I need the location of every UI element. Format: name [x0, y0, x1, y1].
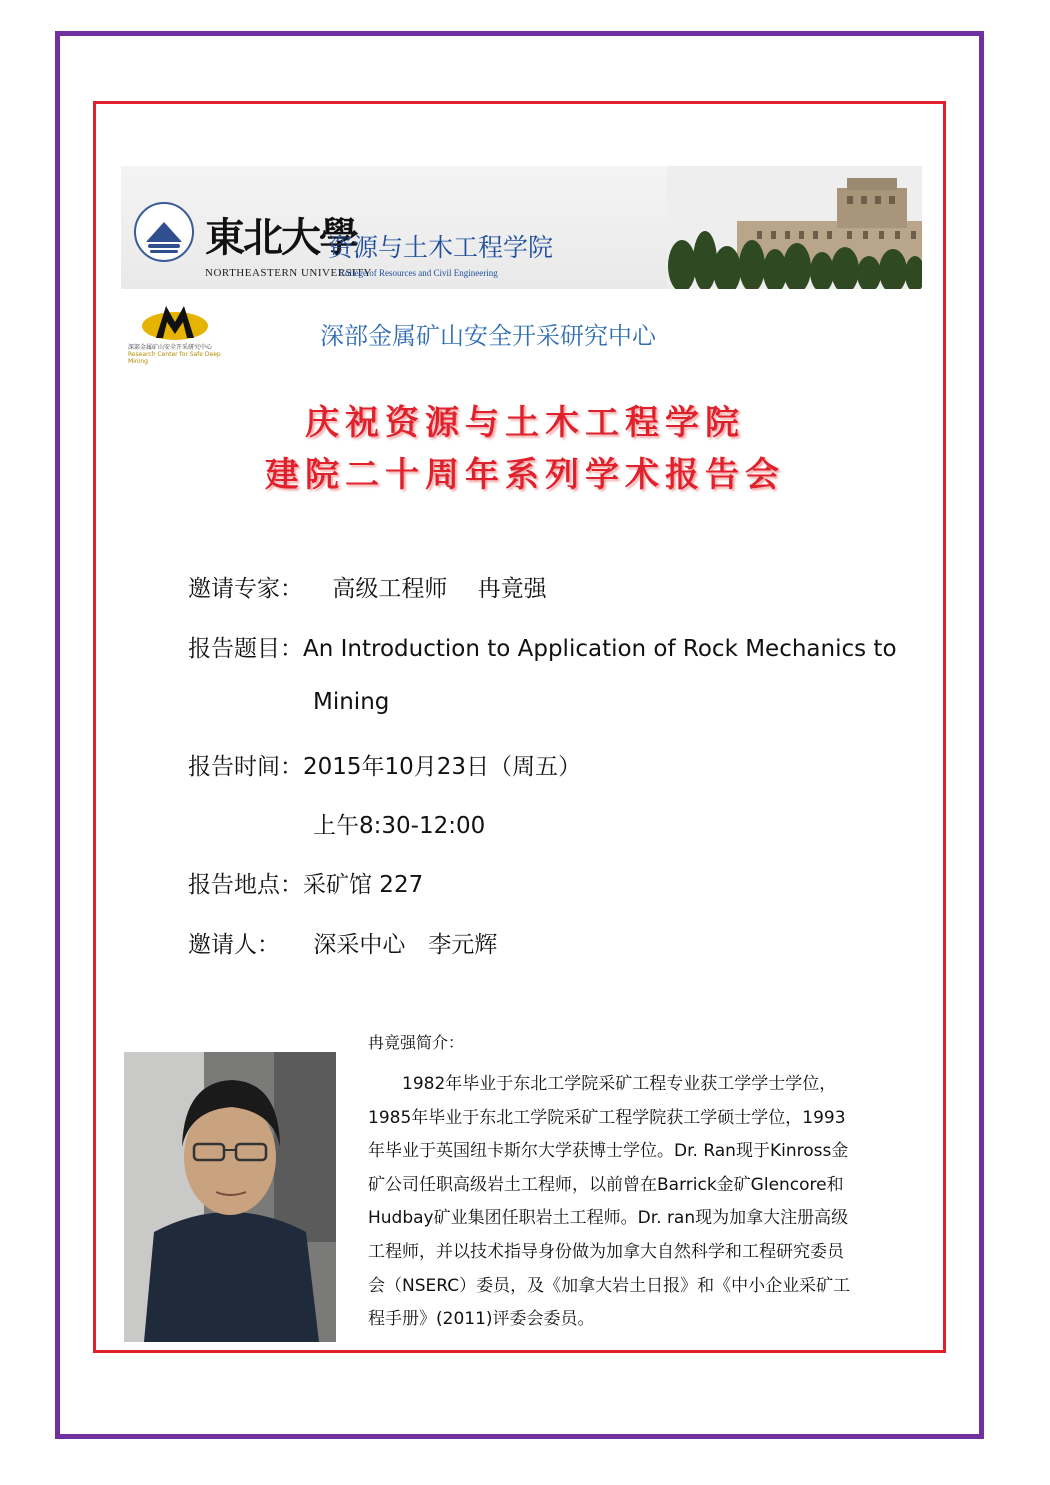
time-label: 报告时间： [188, 754, 303, 780]
expert-row [188, 570, 547, 603]
place-label: 报告地点： [188, 872, 303, 898]
college-name-en: College of Resources and Civil Engineering [339, 268, 498, 278]
university-seal-icon [134, 202, 194, 262]
topic-row [188, 630, 897, 663]
research-center-logo [128, 304, 238, 365]
expert-value: 高级工程师 冉竟强 [332, 576, 547, 602]
host-label: 邀请人： [188, 932, 280, 958]
speaker-bio [368, 1068, 898, 1337]
time-value-line2: 上午8:30-12:00 [313, 813, 486, 839]
speaker-photo [124, 1052, 336, 1342]
time-row [188, 748, 581, 781]
place-row [188, 866, 423, 899]
place-value: 采矿馆 227 [303, 872, 424, 898]
university-banner [121, 166, 922, 289]
expert-label: 邀请专家： [188, 576, 303, 602]
topic-value-line2: Mining [313, 689, 390, 715]
bio-line: 1982年毕业于东北工学院采矿工程专业获工学学士学位， [368, 1074, 837, 1094]
university-name-cn: 東北大學 [205, 214, 357, 261]
time-value-line1: 2015年10月23日（周五） [303, 754, 582, 780]
bio-line: Hudbay矿业集团任职岩土工程师。Dr. ran现为加拿大注册高级 [368, 1208, 849, 1229]
host-row [188, 926, 497, 959]
research-center-logo-caption: 深部金属矿山安全开采研究中心 Research Center for Safe Deep Mining [128, 344, 221, 365]
bio-line: 年毕业于英国纽卡斯尔大学获博士学位。Dr. Ran现于Kinross金 [368, 1141, 849, 1162]
event-title-line1: 庆祝资源与土木工程学院 [305, 403, 745, 443]
university-name-en: NORTHEASTERN UNIVERSITY [205, 267, 372, 279]
topic-value-line1: An Introduction to Application of Rock Mechanics to [303, 636, 897, 662]
campus-building-image [667, 166, 922, 289]
bio-line: 1985年毕业于东北工学院采矿工程学院获工学硕士学位，1993 [368, 1107, 846, 1128]
bio-line: 矿公司任职高级岩土工程师，以前曾在Barrick金矿Glencore和 [368, 1174, 844, 1195]
event-title-line2: 建院二十周年系列学术报告会 [265, 455, 785, 495]
speaker-bio-heading: 冉竟强简介： [368, 1033, 465, 1052]
bio-line: 程手册》(2011)评委会委员。 [368, 1309, 595, 1330]
host-value: 深采中心 李元辉 [313, 932, 498, 958]
college-name-cn: 资源与土木工程学院 [328, 233, 554, 262]
bio-line: 工程师，并以技术指导身份做为加拿大自然科学和工程研究委员 [368, 1241, 844, 1262]
research-center-name: 深部金属矿山安全开采研究中心 [320, 322, 656, 350]
mountain-m-icon [154, 304, 196, 340]
topic-label: 报告题目： [188, 636, 303, 662]
bio-line: 会（NSERC）委员，及《加拿大岩土日报》和《中小企业采矿工 [368, 1275, 851, 1296]
